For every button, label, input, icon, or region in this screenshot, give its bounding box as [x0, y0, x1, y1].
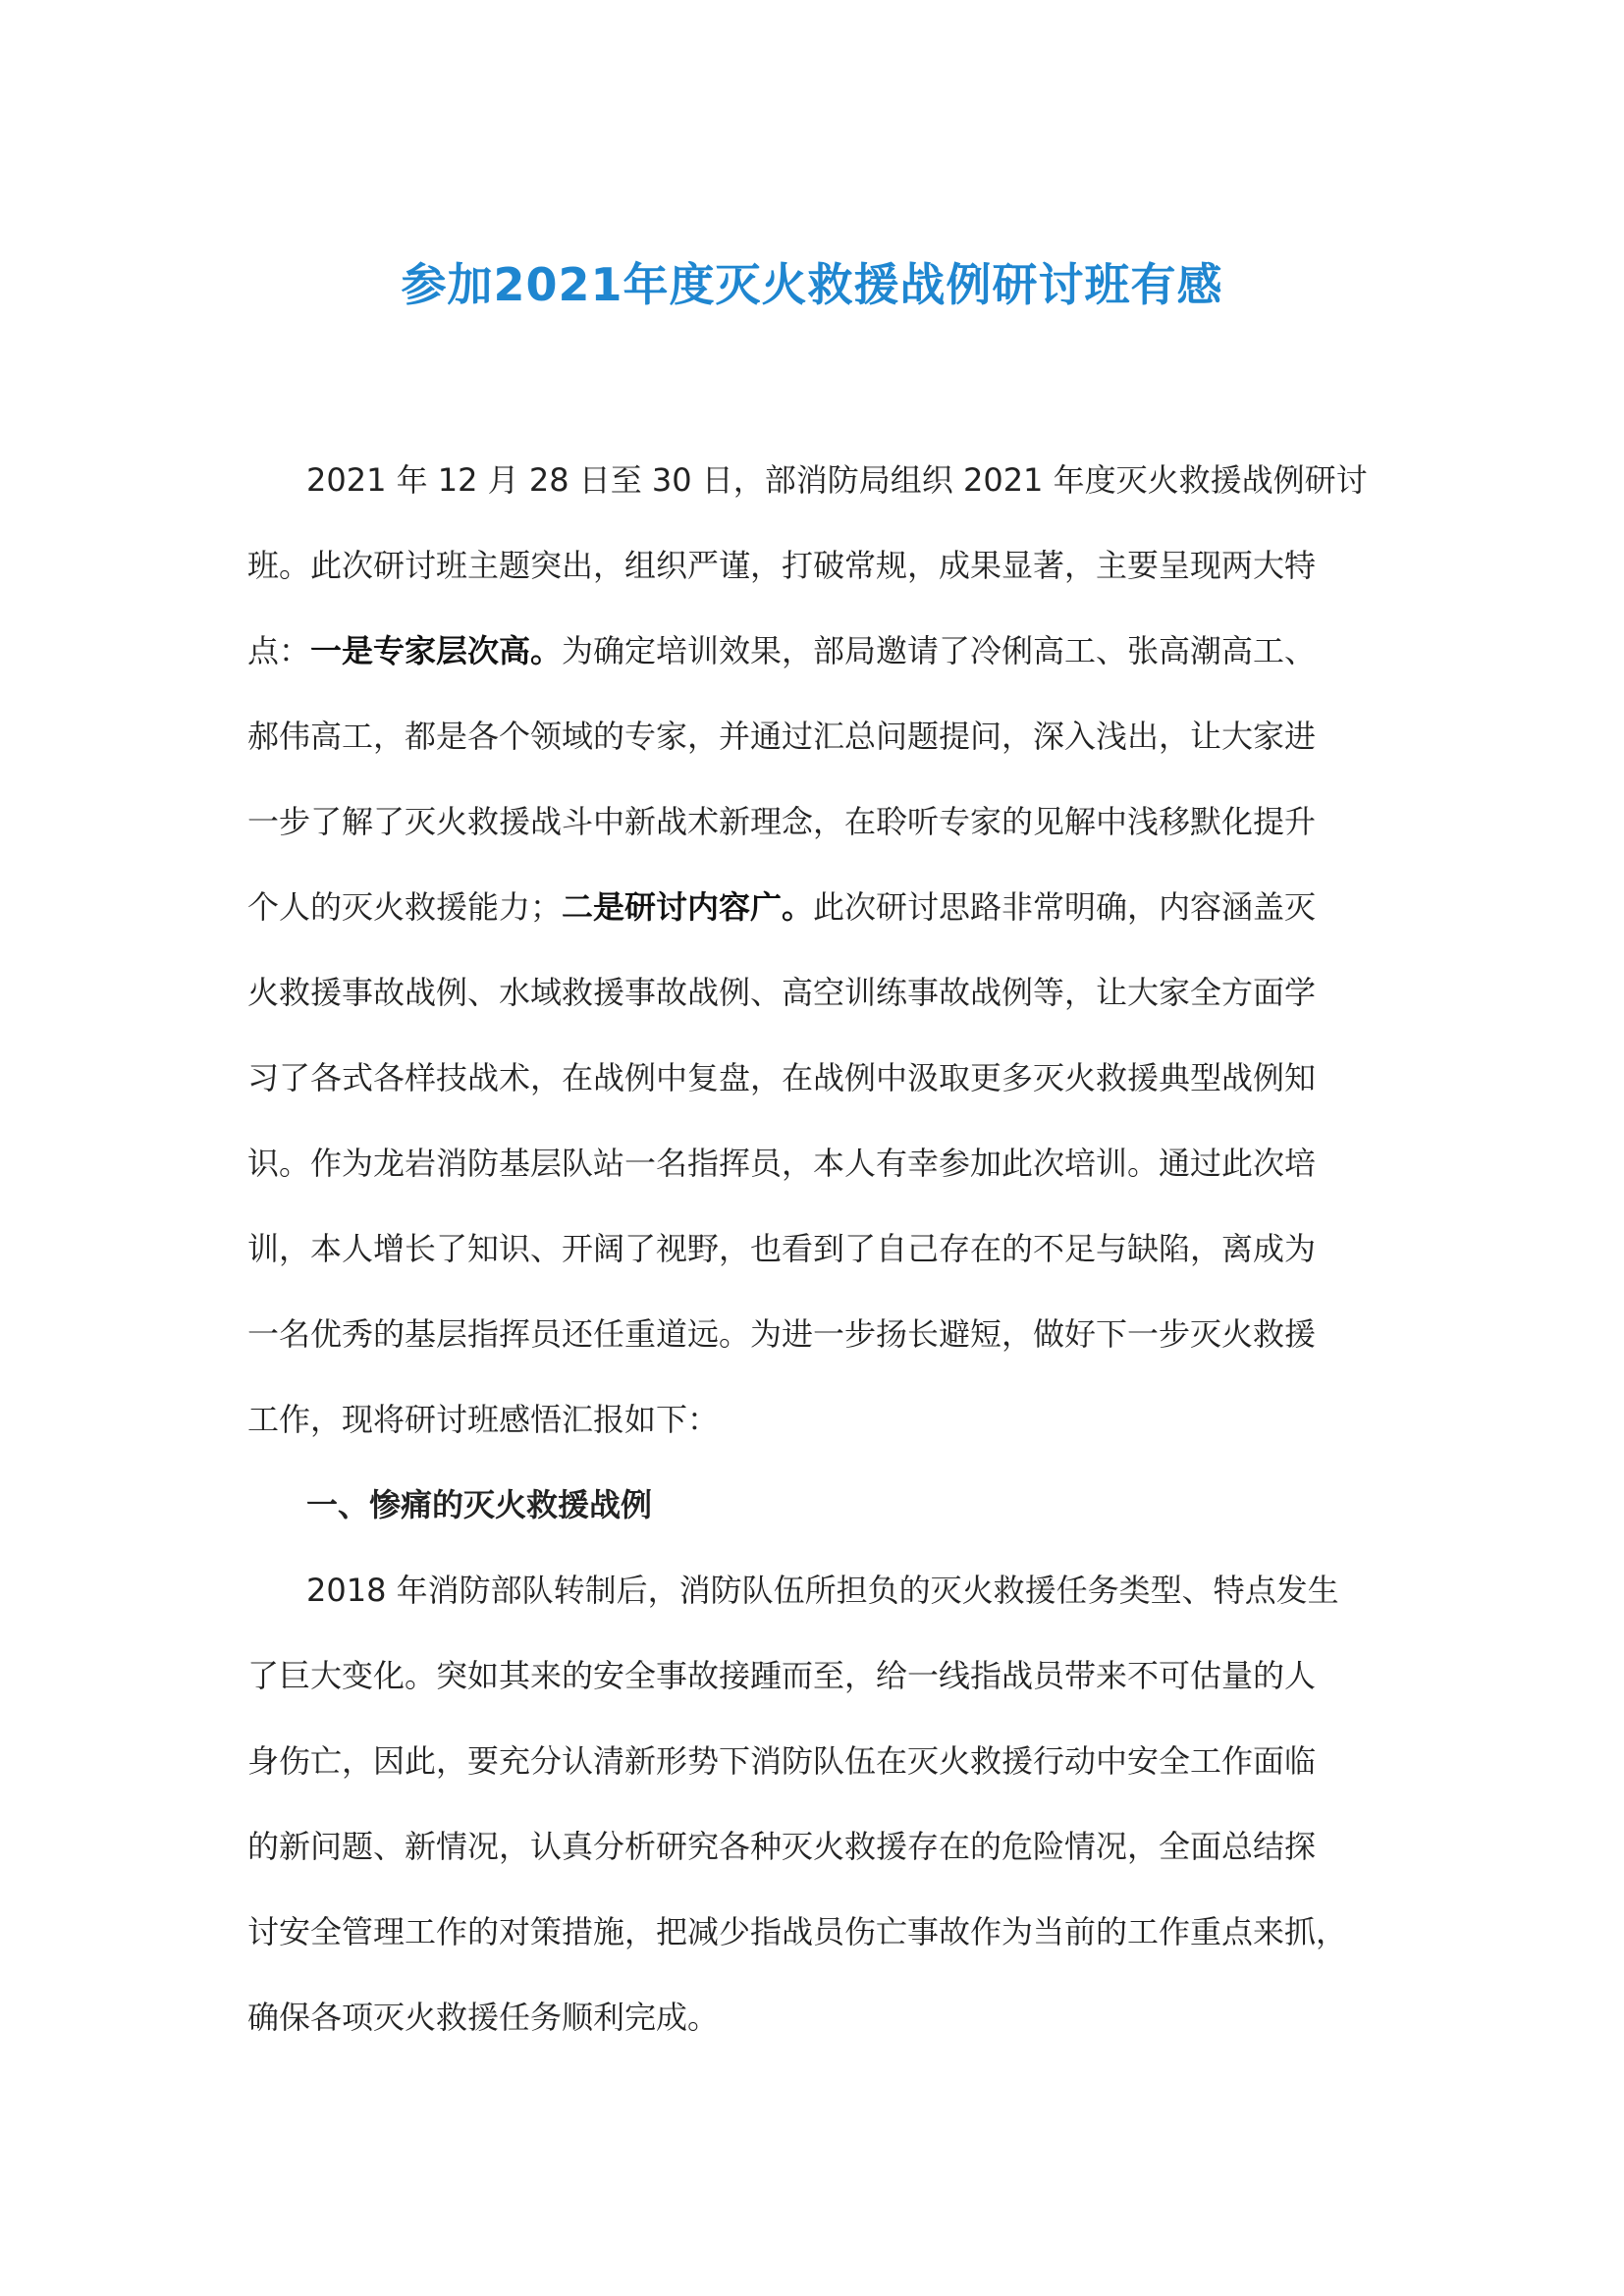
text-span: 确保各项灭火救援任务顺利完成。 [247, 1999, 720, 2036]
bold-highlight-first-point: 一是专家层次高。 [310, 632, 563, 669]
text-span: 身伤亡，因此，要充分认清新形势下消防队伍在灭火救援行动中安全工作面临 [247, 1742, 1317, 1780]
text-line [247, 452, 1386, 537]
text-line [247, 708, 1386, 793]
text-span: 训，本人增长了知识、开阔了视野，也看到了自己存在的不足与缺陷，离成为 [247, 1230, 1317, 1267]
document-title: 参加2021年度灭火救援战例研讨班有感 [401, 258, 1223, 311]
text-span: 工作，现将研讨班感悟汇报如下： [247, 1401, 720, 1438]
text-line [247, 1049, 1386, 1135]
text-span: 郝伟高工，都是各个领域的专家，并通过汇总问题提问，深入浅出，让大家进 [247, 718, 1317, 755]
text-span: 为确定培训效果，部局邀请了冷俐高工、张高潮高工、 [562, 632, 1317, 669]
text-line [247, 1391, 1386, 1476]
text-span: 识。作为龙岩消防基层队站一名指挥员，本人有幸参加此次培训。通过此次培 [247, 1145, 1317, 1182]
text-line [247, 537, 1386, 622]
text-span: 了巨大变化。突如其来的安全事故接踵而至，给一线指战员带来不可估量的人 [247, 1657, 1317, 1694]
text-span: 的新问题、新情况，认真分析研究各种灭火救援存在的危险情况，全面总结探 [247, 1828, 1317, 1865]
text-span: 一步了解了灭火救援战斗中新战术新理念，在聆听专家的见解中浅移默化提升 [247, 803, 1317, 840]
paragraph-intro [247, 452, 1386, 1476]
text-line [247, 1135, 1386, 1220]
text-line [247, 964, 1386, 1049]
text-span: 讨安全管理工作的对策措施，把减少指战员伤亡事故作为当前的工作重点来抓， [247, 1913, 1348, 1950]
text-span: 2018 年消防部队转制后，消防队伍所担负的灭火救援任务类型、特点发生 [306, 1572, 1339, 1609]
bold-highlight-second-point: 二是研讨内容广。 [562, 888, 814, 926]
text-line [247, 1903, 1386, 1989]
text-line [247, 1306, 1386, 1391]
text-span: 2021 年 12 月 28 日至 30 日，部消防局组织 2021 年度灭火救援战例研讨 [306, 461, 1368, 499]
text-line [247, 1562, 1386, 1647]
text-line [247, 1818, 1386, 1903]
text-span: 火救援事故战例、水域救援事故战例、高空训练事故战例等，让大家全方面学 [247, 974, 1317, 1011]
text-line [247, 879, 1386, 964]
text-span: 此次研讨思路非常明确，内容涵盖灭 [813, 888, 1317, 926]
text-line [247, 1220, 1386, 1306]
text-line [247, 1647, 1386, 1733]
document-body [247, 452, 1386, 2074]
paragraph-section-one [247, 1562, 1386, 2074]
section-heading: 一、惨痛的灭火救援战例 [306, 1486, 653, 1523]
text-span: 班。此次研讨班主题突出，组织严谨，打破常规，成果显著，主要呈现两大特 [247, 547, 1317, 584]
text-line [247, 793, 1386, 879]
text-span: 点： [247, 632, 311, 669]
text-span: 习了各式各样技战术，在战例中复盘，在战例中汲取更多灭火救援典型战例知 [247, 1059, 1317, 1096]
text-span: 一名优秀的基层指挥员还任重道远。为进一步扬长避短，做好下一步灭火救援 [247, 1315, 1317, 1353]
text-line [247, 1989, 1386, 2074]
text-line [247, 1733, 1386, 1818]
text-line [247, 622, 1386, 708]
text-span: 个人的灭火救援能力； [247, 888, 563, 926]
